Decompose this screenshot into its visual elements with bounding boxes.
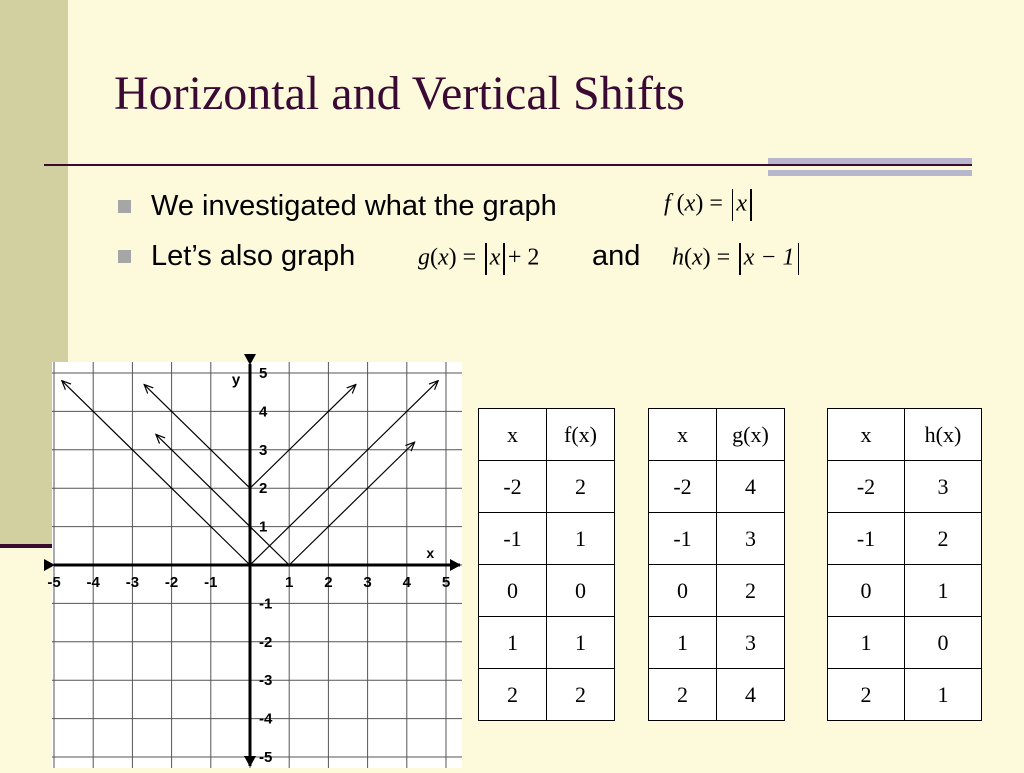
abs-bar	[503, 243, 505, 275]
bullet-text: We investigated what the graph	[151, 190, 557, 222]
table-row	[828, 461, 982, 513]
table-row	[649, 461, 785, 513]
table-row	[828, 565, 982, 617]
y-tick-label: 2	[259, 480, 268, 498]
equation-h-arg: x	[692, 244, 703, 271]
x-tick-label: -3	[125, 574, 140, 591]
table-header-cell: x	[649, 409, 717, 461]
table-row	[479, 461, 615, 513]
bullet-square-icon	[118, 200, 131, 213]
abs-bar	[732, 189, 734, 221]
bullet-connector: and	[592, 240, 641, 272]
y-tick-label: -3	[259, 672, 273, 690]
x-tick-label: 5	[441, 574, 451, 591]
equation-f-arg: x	[684, 190, 696, 217]
table-header-row	[649, 409, 785, 461]
table-header-cell: f(x)	[547, 409, 615, 461]
table-row	[479, 617, 615, 669]
table-header-cell: g(x)	[717, 409, 785, 461]
table-header-cell: h(x)	[905, 409, 982, 461]
y-tick-label: 4	[259, 403, 268, 421]
table-cell: 0	[479, 565, 547, 617]
x-tick-label: -2	[164, 574, 179, 591]
series-line	[250, 385, 356, 489]
table-row	[649, 565, 785, 617]
table-row	[828, 617, 982, 669]
table-cell: -2	[479, 461, 547, 513]
slide-title: Horizontal and Vertical Shifts	[114, 67, 685, 120]
table-cell: 2	[547, 669, 615, 721]
value-table-f	[478, 408, 615, 721]
table-cell: 2	[479, 669, 547, 721]
table-cell: 0	[547, 565, 615, 617]
x-tick-label: -4	[86, 574, 100, 591]
equation-g-arg: x	[438, 244, 449, 271]
title-accent-bar	[768, 170, 972, 176]
abs-bar	[798, 243, 800, 275]
y-tick-label: -4	[259, 710, 273, 728]
table-cell: 0	[649, 565, 717, 617]
x-tick-label: 2	[324, 574, 333, 591]
table-cell: 2	[717, 565, 785, 617]
table-cell: 2	[828, 669, 905, 721]
y-tick-label: 5	[259, 365, 268, 382]
value-table-g	[648, 408, 785, 721]
equation-g-after: + 2	[507, 244, 540, 271]
abs-bar	[750, 189, 752, 221]
abs-bar	[739, 243, 741, 275]
table-row	[479, 513, 615, 565]
bullet-text: Let’s also graph	[151, 240, 356, 272]
table-cell: 3	[717, 617, 785, 669]
y-tick-label: 1	[259, 518, 268, 536]
table-cell: 1	[905, 669, 982, 721]
table-row	[649, 669, 785, 721]
table-cell: 1	[547, 513, 615, 565]
table-cell: 3	[717, 513, 785, 565]
x-tick-label: -1	[204, 574, 218, 591]
equation-h: h(x) = x − 1	[672, 243, 802, 275]
table-cell: 0	[828, 565, 905, 617]
table-cell: 0	[905, 617, 982, 669]
abs-bar	[485, 243, 487, 275]
table-header-row	[828, 409, 982, 461]
table-row	[649, 513, 785, 565]
y-tick-label: 3	[259, 441, 268, 459]
table-row	[479, 565, 615, 617]
title-divider	[44, 164, 972, 166]
table-cell: 2	[905, 513, 982, 565]
equation-g-name: g	[418, 244, 430, 271]
side-decoration-rule	[0, 544, 54, 548]
table-row	[479, 669, 615, 721]
x-tick-label: 3	[363, 574, 372, 591]
table-cell: 2	[649, 669, 717, 721]
table-cell: -1	[479, 513, 547, 565]
series-line	[144, 385, 250, 489]
y-tick-label: -2	[259, 633, 273, 651]
equation-f-name: f	[664, 190, 671, 217]
table-cell: 1	[649, 617, 717, 669]
bullet-square-icon	[118, 250, 131, 263]
table-cell: 2	[547, 461, 615, 513]
series-line	[250, 381, 438, 565]
table-cell: 1	[547, 617, 615, 669]
x-tick-label: -5	[47, 574, 61, 591]
table-cell: -2	[649, 461, 717, 513]
x-tick-label: 1	[285, 574, 294, 591]
series-line	[62, 381, 250, 565]
equation-h-name: h	[672, 244, 684, 271]
table-cell: 1	[479, 617, 547, 669]
table-row	[828, 669, 982, 721]
y-tick-label: -5	[259, 749, 273, 766]
table-cell: 4	[717, 461, 785, 513]
table-row	[828, 513, 982, 565]
equation-g-inside: x	[489, 244, 501, 271]
equation-h-inside: x − 1	[743, 244, 795, 271]
graph-canvas	[47, 362, 462, 768]
table-header-row	[479, 409, 615, 461]
table-cell: -1	[828, 513, 905, 565]
table-cell: 1	[905, 565, 982, 617]
series-line	[156, 434, 289, 565]
title-accent-bar	[768, 158, 972, 164]
table-cell: -2	[828, 461, 905, 513]
table-cell: 3	[905, 461, 982, 513]
x-axis-label: x	[426, 545, 435, 561]
table-cell: 4	[717, 669, 785, 721]
equation-f: f (x) = x	[664, 189, 755, 221]
value-table-h	[827, 408, 982, 721]
table-cell: 1	[828, 617, 905, 669]
table-row	[649, 617, 785, 669]
table-cell: -1	[649, 513, 717, 565]
y-axis-label: y	[231, 371, 241, 389]
table-header-cell: x	[828, 409, 905, 461]
table-header-cell: x	[479, 409, 547, 461]
coordinate-graph	[47, 362, 462, 768]
y-tick-label: -1	[259, 595, 273, 613]
series-line	[289, 442, 414, 565]
x-tick-label: 4	[402, 574, 411, 591]
equation-f-inside: x	[736, 190, 748, 217]
equation-g: g(x) = x + 2	[418, 243, 539, 275]
